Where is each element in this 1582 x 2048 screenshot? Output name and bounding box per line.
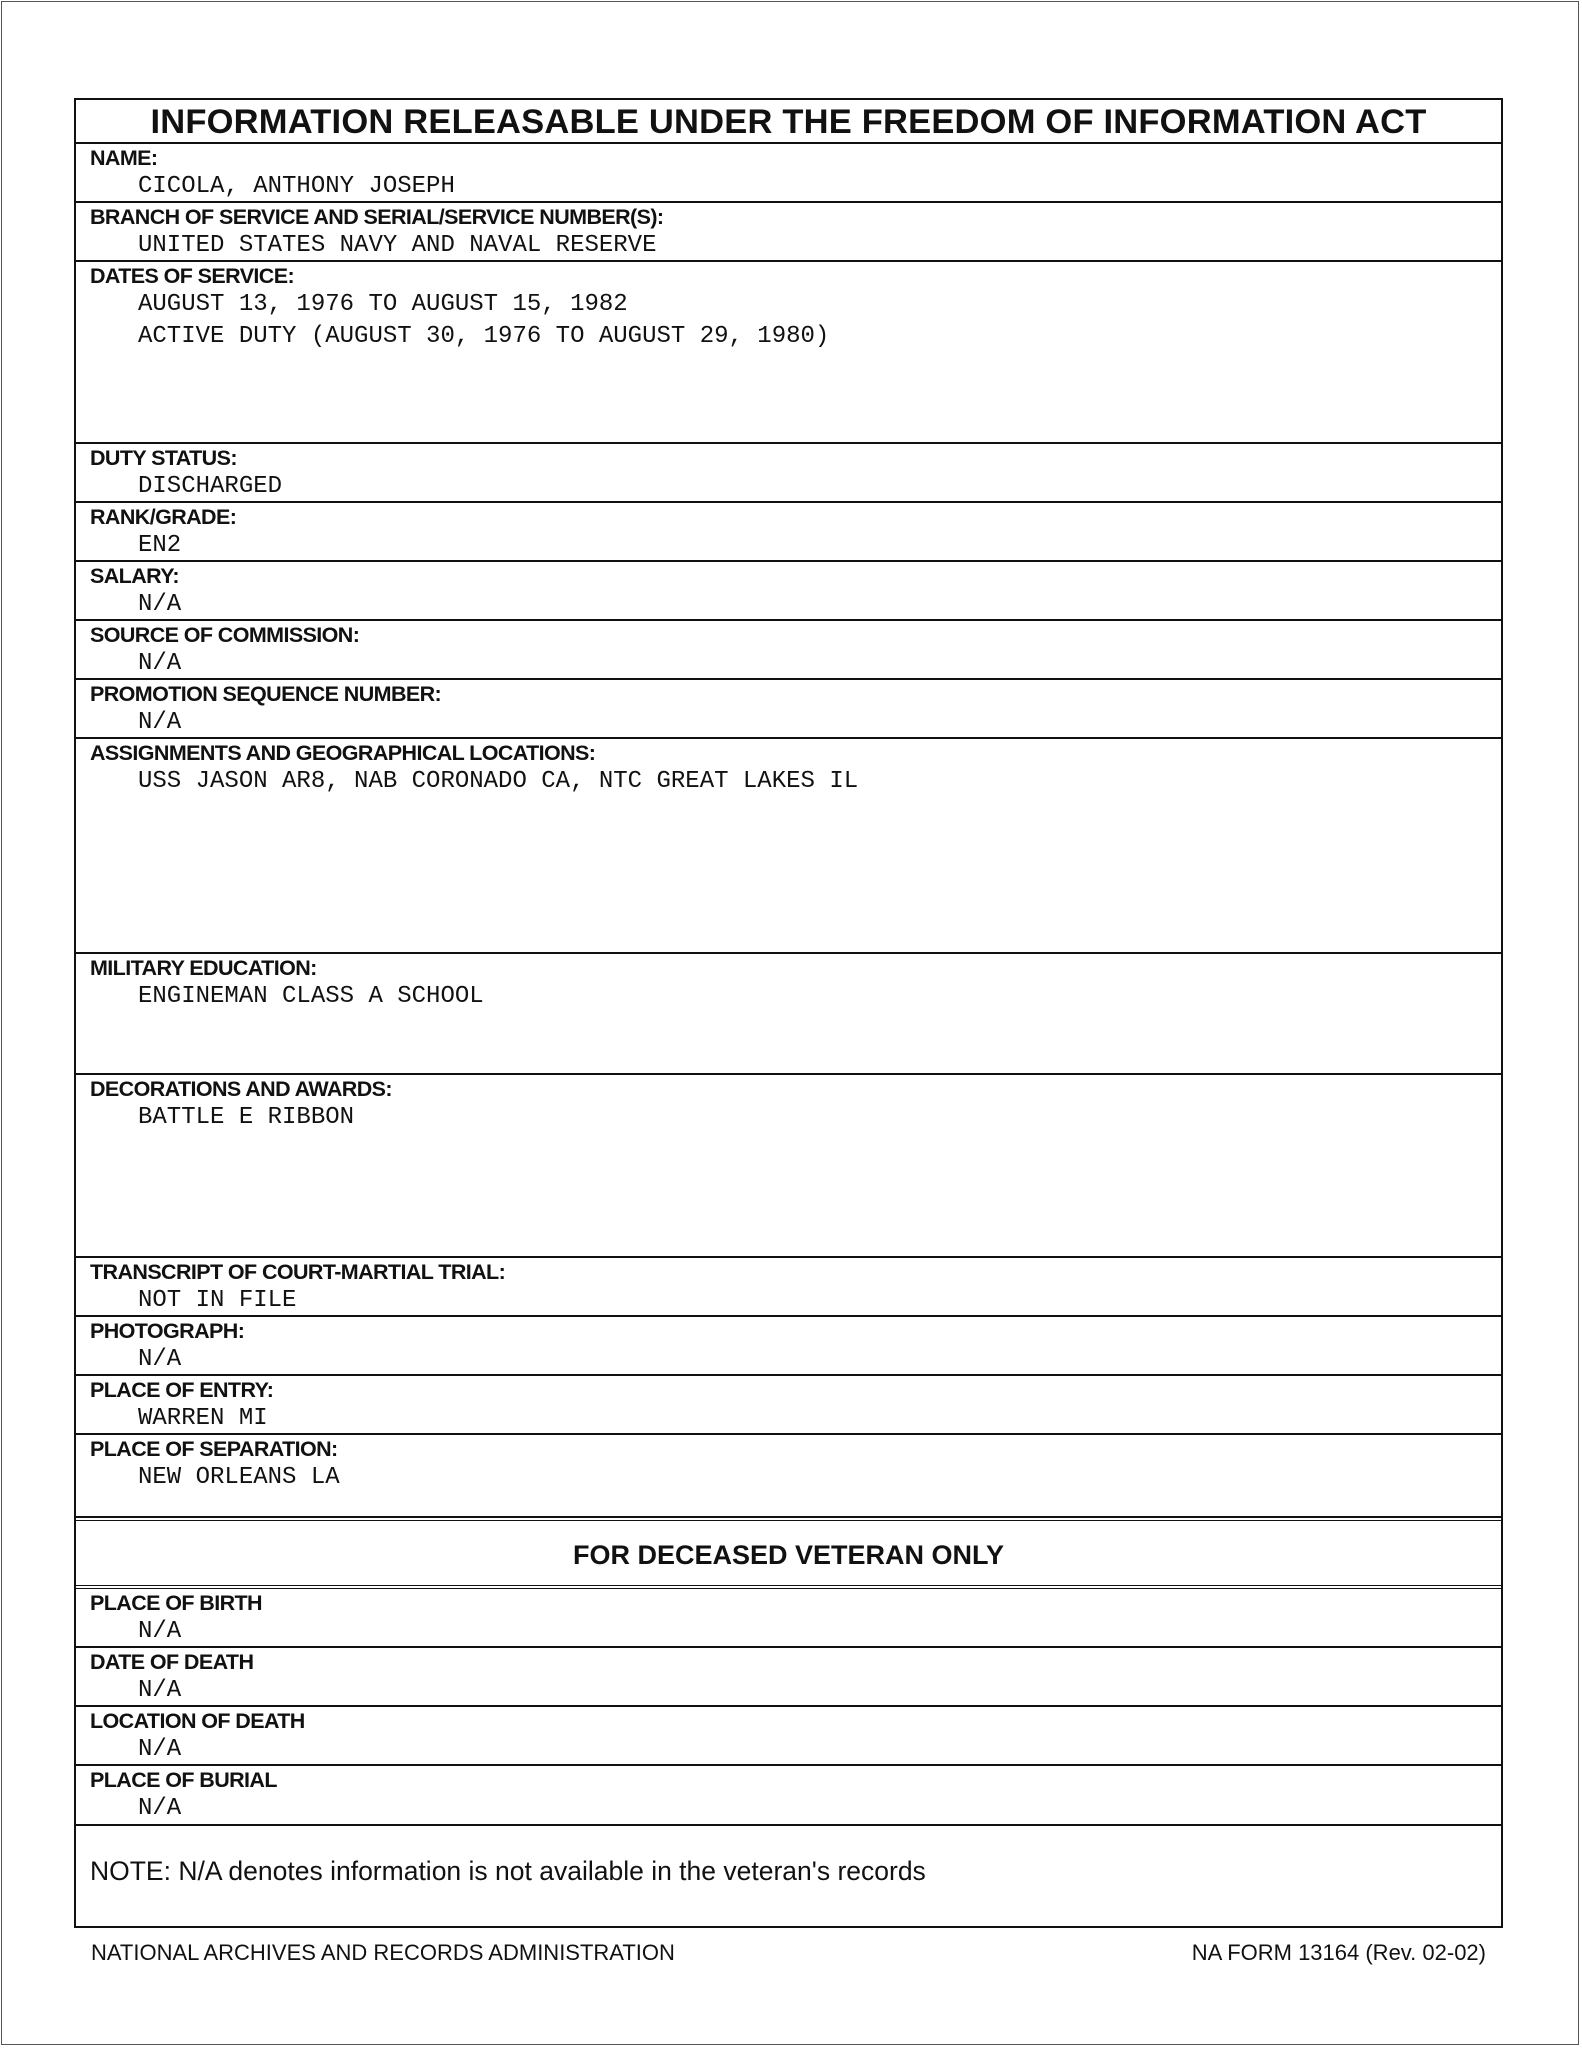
foia-form <box>74 98 1503 1928</box>
field-label: SOURCE OF COMMISSION: <box>90 623 360 647</box>
field-value: N/A <box>138 1795 182 1822</box>
field-label: PROMOTION SEQUENCE NUMBER: <box>90 682 442 706</box>
field-location-of-death <box>76 1707 1501 1766</box>
field-promotion-sequence-number <box>76 680 1501 739</box>
field-label: DATE OF DEATH <box>90 1650 254 1674</box>
field-label: PHOTOGRAPH: <box>90 1319 245 1343</box>
field-label: PLACE OF ENTRY: <box>90 1378 274 1402</box>
field-dates-of-service <box>76 262 1501 444</box>
field-value: ACTIVE DUTY (AUGUST 30, 1976 TO AUGUST 29, 1980) <box>138 323 830 350</box>
field-rank-grade <box>76 503 1501 562</box>
field-duty-status <box>76 444 1501 503</box>
field-label: DUTY STATUS: <box>90 446 237 470</box>
footer-form-id: NA FORM 13164 (Rev. 02-02) <box>1191 1940 1486 1965</box>
field-value: N/A <box>138 591 182 618</box>
field-source-of-commission <box>76 621 1501 680</box>
field-value: DISCHARGED <box>138 473 283 500</box>
field-label: MILITARY EDUCATION: <box>90 956 317 980</box>
field-label: DECORATIONS AND AWARDS: <box>90 1077 392 1101</box>
field-place-of-birth <box>76 1589 1501 1648</box>
field-value: EN2 <box>138 532 182 559</box>
field-place-of-entry <box>76 1376 1501 1435</box>
field-value: N/A <box>138 1346 182 1373</box>
field-assignments-locations <box>76 739 1501 954</box>
field-name <box>76 144 1501 203</box>
field-value: N/A <box>138 1618 182 1645</box>
field-label: TRANSCRIPT OF COURT-MARTIAL TRIAL: <box>90 1260 506 1284</box>
field-value: UNITED STATES NAVY AND NAVAL RESERVE <box>138 232 657 259</box>
field-photograph <box>76 1317 1501 1376</box>
field-value: N/A <box>138 1677 182 1704</box>
field-label: NAME: <box>90 146 158 170</box>
field-value: USS JASON AR8, NAB CORONADO CA, NTC GREAT LAKES IL <box>138 768 859 795</box>
field-value: N/A <box>138 650 182 677</box>
field-label: PLACE OF BURIAL <box>90 1768 277 1792</box>
field-value: WARREN MI <box>138 1405 268 1432</box>
field-label: PLACE OF SEPARATION: <box>90 1437 338 1461</box>
na-note: NOTE: N/A denotes information is not available in the veteran's records <box>90 1856 926 1886</box>
field-date-of-death <box>76 1648 1501 1707</box>
field-value: NEW ORLEANS LA <box>138 1464 340 1491</box>
field-place-of-burial <box>76 1766 1501 1826</box>
field-value: BATTLE E RIBBON <box>138 1104 355 1131</box>
field-label: RANK/GRADE: <box>90 505 237 529</box>
field-value: NOT IN FILE <box>138 1287 297 1314</box>
field-label: LOCATION OF DEATH <box>90 1709 305 1733</box>
field-branch-of-service <box>76 203 1501 262</box>
field-value: ENGINEMAN CLASS A SCHOOL <box>138 983 484 1010</box>
field-place-of-separation <box>76 1435 1501 1516</box>
field-value: N/A <box>138 709 182 736</box>
field-salary <box>76 562 1501 621</box>
field-label: BRANCH OF SERVICE AND SERIAL/SERVICE NUMBER(S): <box>90 205 664 229</box>
field-value: CICOLA, ANTHONY JOSEPH <box>138 173 455 200</box>
field-military-education <box>76 954 1501 1075</box>
field-court-martial-transcript <box>76 1258 1501 1317</box>
field-value: AUGUST 13, 1976 TO AUGUST 15, 1982 <box>138 291 628 318</box>
form-title: INFORMATION RELEASABLE UNDER THE FREEDOM OF INFORMATION ACT <box>76 100 1501 144</box>
field-label: SALARY: <box>90 564 179 588</box>
field-value: N/A <box>138 1736 182 1763</box>
field-label: PLACE OF BIRTH <box>90 1591 262 1615</box>
field-label: DATES OF SERVICE: <box>90 264 295 288</box>
deceased-section-heading: FOR DECEASED VETERAN ONLY <box>76 1521 1501 1589</box>
field-decorations-awards <box>76 1075 1501 1258</box>
footer-agency: NATIONAL ARCHIVES AND RECORDS ADMINISTRATION <box>91 1940 675 1965</box>
field-label: ASSIGNMENTS AND GEOGRAPHICAL LOCATIONS: <box>90 741 596 765</box>
